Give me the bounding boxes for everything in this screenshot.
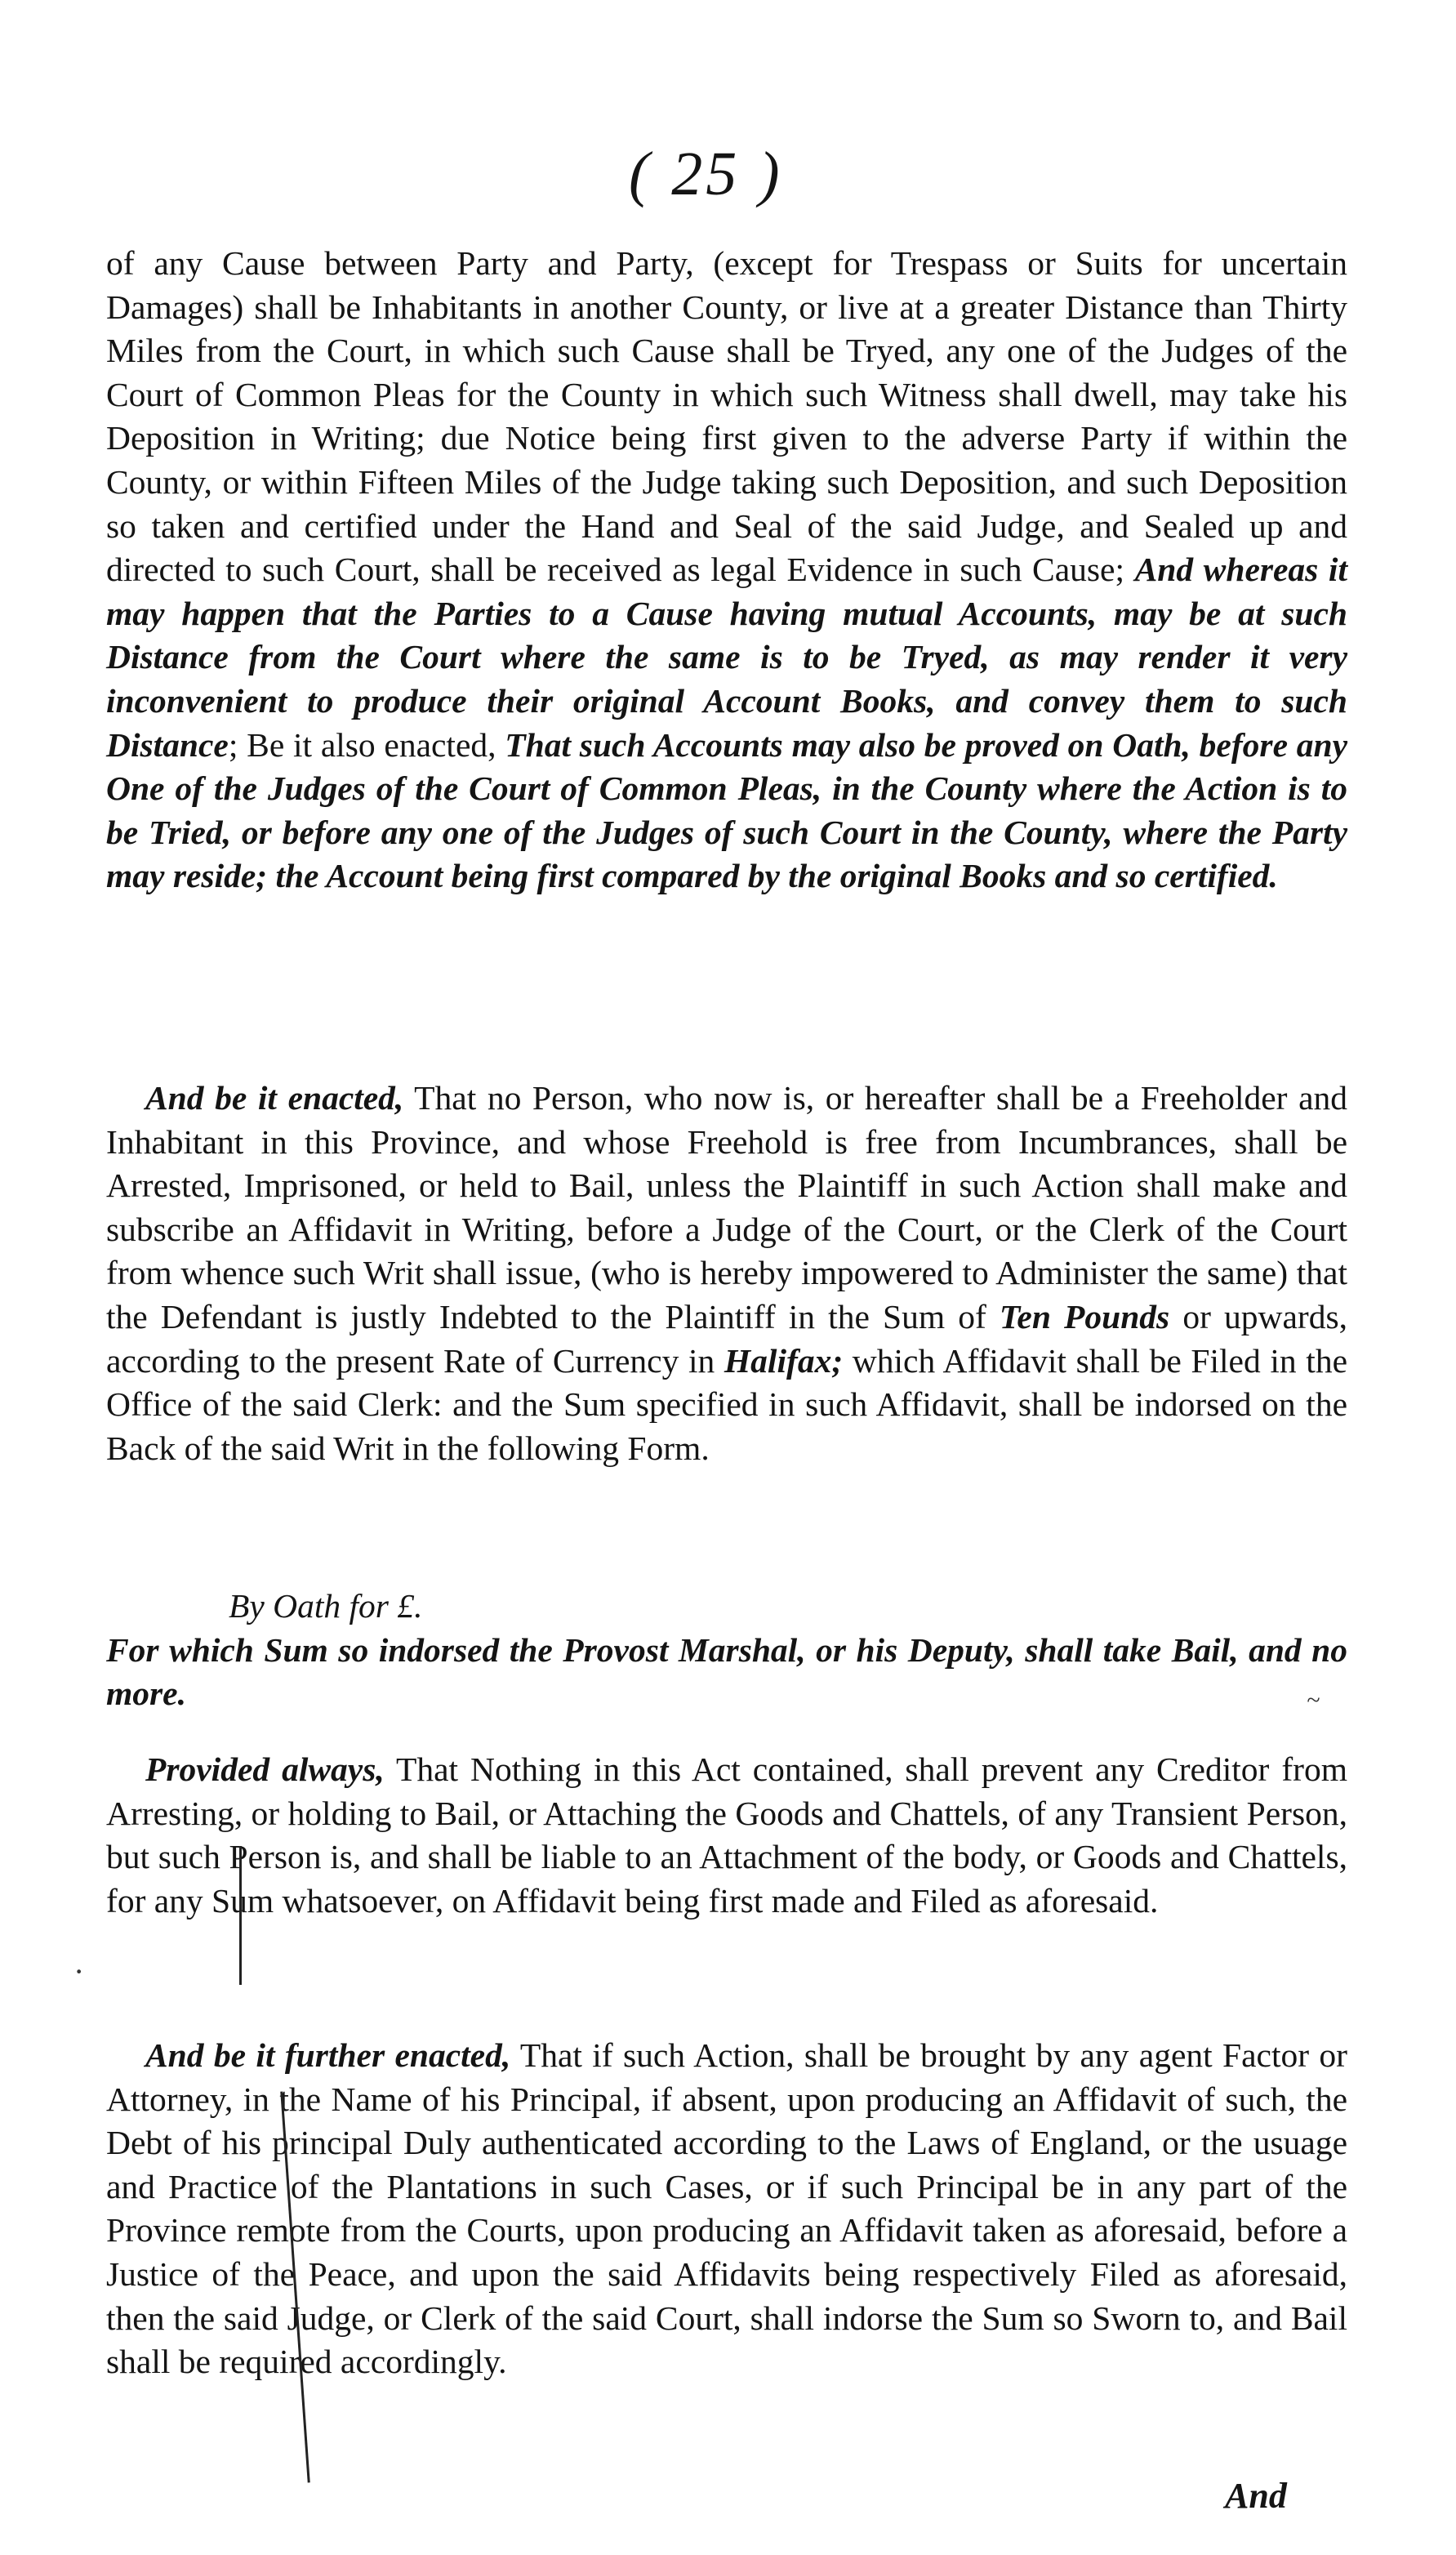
oath-form-note: For which Sum so indorsed the Provost Marshal, or his Deputy, shall take Bail, and no more. (106, 1630, 1347, 1713)
margin-mark-right: ~ (1307, 1687, 1320, 1714)
italic-text-segment: And be it further enacted, (145, 2036, 511, 2074)
italic-text-segment: And be it enacted, (145, 1079, 404, 1117)
oath-form-line: By Oath for £. (229, 1587, 423, 1625)
catchword: And (1225, 2476, 1287, 2516)
paragraph-4 (106, 2034, 1347, 2384)
italic-text-segment: Ten Pounds (999, 1297, 1170, 1335)
oath-form (106, 1585, 1347, 1716)
italic-text-segment: And whereas it may happen that the Parties to a Cause having mutual Accounts, may be at such Distance from the Court where the same is to be Tryed, as may render it very inconvenient to produce their original Account Books, and convey them to such Distance (106, 551, 1347, 764)
stray-pen-line (239, 1846, 242, 1985)
text-segment: or upwards, according to the present Rate of Currency in (106, 1297, 1347, 1380)
paragraph-2 (106, 1077, 1347, 1470)
page-number: ( 25 ) (629, 140, 783, 208)
text-segment: That no Person, who now is, or hereafter shall be a Freeholder and Inhabitant in this Province, and whose Freehold is free from Incumbrances, shall be Arrested, Imprisoned, or held to Bail, unless the Plaintiff in such Action shall make and subscribe an Affidavit in Writing, before a Judge of the Court, or the Clerk of the Court from whence such Writ shall issue, (who is hereby impowered to Administer the same) that the Defendant is justly Indebted to the Plaintiff in the Sum of (106, 1079, 1347, 1335)
text-segment: That Nothing in this Act contained, shall prevent any Creditor from Arresting, or holding to Bail, or Attaching the Goods and Chattels, of any Transient Person, but such Person is, and shall be liable to an Attachment of the body, or Goods and Chattels, for any Sum whatsoever, on Affidavit being first made and Filed as aforesaid. (106, 1750, 1347, 1920)
italic-text-segment: Provided always, (145, 1750, 385, 1788)
text-segment: which Affidavit shall be Filed in the Office of the said Clerk: and the Sum specified in such Affidavit, shall be indorsed on the Back of the said Writ in the following Form. (106, 1341, 1347, 1467)
paragraph-1 (106, 242, 1347, 898)
italic-text-segment: Halifax; (724, 1341, 844, 1380)
italic-text-segment: That such Accounts may also be proved on Oath, before any One of the Judges of the Court of Common Pleas, in the County where the Action is to be Tried, or before any one of the Judges of such Court in the County, where the Party may reside; the Account being first compared by the original Books and so certified. (106, 725, 1347, 895)
margin-mark-left: · (73, 1953, 85, 1990)
paragraph-4-text (106, 2034, 1347, 2384)
text-segment: ; Be it also enacted, (228, 725, 505, 764)
paragraph-3 (106, 1748, 1347, 1923)
text-segment: of any Cause between Party and Party, (except for Trespass or Suits for uncertain Damages) shall be Inhabitants in another County, or live at a greater Distance than Thirty Miles from the Court, in which such Cause shall be Tryed, any one of the Judges of the Court of Common Pleas for the County in which such Witness shall dwell, may take his Deposition in Writing; due Notice being first given to the adverse Party if within the County, or within Fifteen Miles of the Judge taking such Deposition, and such Deposition so taken and certified under the Hand and Seal of the said Judge, and Sealed up and directed to such Court, shall be received as legal Evidence in such Cause; (106, 244, 1347, 589)
text-segment: That if such Action, shall be brought by any agent Factor or Attorney, in the Name of his Principal, if absent, upon producing an Affidavit of such, the Debt of his principal Duly authenticated according to the Laws of England, or the usuage and Practice of the Plantations in such Cases, or if such Principal be in any part of the Province remote from the Courts, upon producing an Affidavit taken as aforesaid, before a Justice of the Peace, and upon the said Affidavits being respectively Filed as aforesaid, then the said Judge, or Clerk of the said Court, shall indorse the Sum so Sworn to, and Bail shall be required accordingly. (106, 2036, 1347, 2381)
paragraph-2-text (106, 1077, 1347, 1470)
paragraph-3-text (106, 1748, 1347, 1923)
paragraph-1-text (106, 242, 1347, 898)
